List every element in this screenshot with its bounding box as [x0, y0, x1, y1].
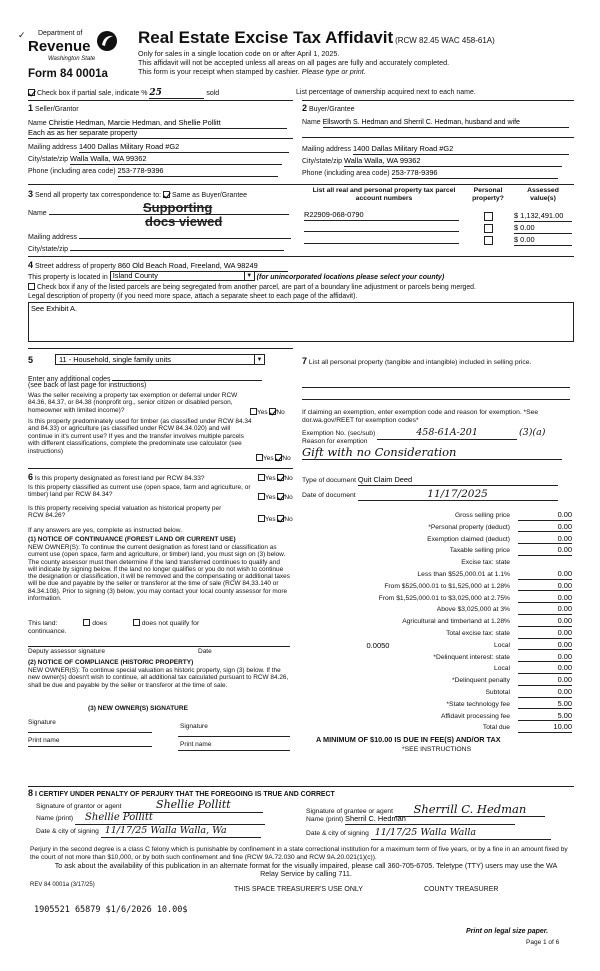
buyer-mail-label: Mailing address — [302, 146, 352, 153]
notice1-head: (1) NOTICE OF CONTINUANCE (FOREST LAND OR CURRENT USE) — [28, 536, 236, 543]
tax-row-label: Total due — [482, 724, 510, 732]
logo-name: Revenue — [28, 38, 91, 55]
section-5: 5 11 - Household, single family units ▼ Enter any additional codes (see back of last page for instructions) Was the seller receiving a property tax exemption or deferral under RCW 84.36, 84.37, or 84.38 (nonprofit org., senior citizen or disabled person, homeowner with limited income)? Yes No Is this property predominately used for timber (as classified under RCW 84.34 and 84.33) or agriculture (as classified under RCW 84.34.020) and will continue in it's current use? If yes and the transfer involves multiple parcels with different classifications, complete the predominate use calculator (see instructions) Yes No — [28, 348, 293, 466]
buyer-name-field[interactable]: Ellsworth S. Hedman and Sherril C. Hedman, husband and wife — [323, 119, 569, 128]
use-code-value: 11 - Household, single family units — [58, 355, 171, 364]
tax-row-value[interactable]: 0.00 — [518, 641, 572, 651]
cashier-receipt: 1905521 65879 $1/6/2026 10.00$ — [34, 905, 188, 915]
parcel-row-2[interactable] — [304, 223, 459, 232]
tax-row — [302, 722, 574, 734]
tax-row — [302, 510, 574, 522]
tax-row — [302, 593, 574, 605]
tax-row-value[interactable]: 0.00 — [518, 688, 572, 698]
tax-row — [302, 675, 574, 687]
tax-row-label: Gross selling price — [454, 512, 510, 519]
legal-description-field[interactable] — [28, 302, 574, 342]
use-code-select[interactable] — [55, 354, 265, 365]
sec3-name-label: Name — [28, 210, 47, 217]
seller-phone-field[interactable]: 253-778-9396 — [118, 167, 278, 177]
tax-row-label: From $525,000.01 to $1,525,000 at 1.28% — [384, 582, 510, 590]
seller-city-label: City/state/zip — [28, 156, 69, 163]
tax-row-value[interactable]: 0.00 — [518, 629, 572, 639]
tax-row — [302, 557, 574, 569]
tax-row-value[interactable]: 10.00 — [518, 723, 572, 733]
buyer-city-field[interactable]: Walla Walla, WA 99362 — [344, 157, 562, 167]
exempt-no-label: Exemption No. (sec/sub) — [302, 430, 376, 437]
does-not-label: does not qualify for — [141, 620, 200, 627]
deputy-label: Deputy assessor signature — [28, 648, 105, 655]
tax-row-value[interactable]: 0.00 — [518, 617, 572, 627]
grantee-sig-label: Signature of grantee or agent — [306, 808, 393, 815]
personal-prop-line-2[interactable] — [302, 394, 570, 400]
tax-row-value[interactable]: 5.00 — [518, 700, 572, 710]
section-6: 6 Is this property designated as forest land per RCW 84.33? Yes No Is this property classified as current use (open space, farm and agriculture, or timber) land per RCW 84.34? Yes No Is this property receiving special valuation as historical property per RCW 84.26? Yes No If any answers are yes, complete as instructed below. (1) NOTICE OF CONTINUANCE (FOREST LAND OR CURRENT USE) NEW OWNER(S): To continue the current designation as forest land or classification as current use (open space, farm and agriculture, or timber) land, you must sign on (3) below. The county assessor must then determine if the land transferred continues to qualify and will indicate by signing below. If the land no longer qualifies or you do not wish to continue the designation or classification, it will be removed and the compensating or additional taxes will be due and payable by the seller or transferor at the time of sale (RCW 84.33.140 or 84.34.108). Prior to signing (3) below, you may contact your local county assessor for more information. This land: does does not qualify for continuance. Deputy assessor signature Date (2) NOTICE OF COMPLIANCE (HISTORIC PROPERTY) NEW OWNER(S): To continue special valuation as historic property, sign (3) below. If the new owner(s) doesn't wish to continue, all additional tax calculated pursuant to RCW 84.26, shall be due and payable by the seller or transferor at the time of sale. (3) NEW OWNER(S) SIGNATURE Signature Signature Print name Print name — [28, 468, 293, 778]
tax-row-label: Above $3,025,000 at 3% — [436, 606, 510, 614]
grantor-date-label: Date & city of signing — [36, 828, 99, 835]
no-label: No — [284, 475, 293, 482]
grantor-name-label: Name (print) — [36, 815, 74, 822]
tax-row — [302, 640, 574, 652]
sec5-q2-no-checkbox[interactable] — [275, 454, 282, 461]
tax-row-label: Excise tax: state — [461, 559, 510, 567]
tax-row — [302, 616, 574, 628]
partial-sold-label: sold — [206, 90, 220, 97]
sec5-q2-yes-checkbox[interactable] — [256, 454, 263, 461]
perjury-notice: Perjury in the second degree is a class C felony which is punishable by confinement in a state correctional institution for a maximum term of five years, or by a fine in an amount fixed by the court of not more than $10,000, or by both such confinement and fine (RCW 9A.72.030 and RCW 9A.20.021(1)(c)). — [30, 846, 568, 861]
logo-state: Washington State — [48, 56, 96, 62]
alt-format-notice: To ask about the availability of this publication in an alternate format for the visually impaired, please call 360-705-6705. Teletype (TTY) users may use the WA Relay Service by calling 711. — [54, 861, 558, 879]
parcel-table — [304, 187, 574, 255]
parcel-row-3[interactable] — [304, 235, 459, 244]
doc-type-label: Type of document — [302, 477, 357, 484]
seller-city-field[interactable]: Walla Walla, WA 99362 — [70, 155, 282, 165]
page-number: Page 1 of 6 — [526, 939, 560, 946]
certify-label: I CERTIFY UNDER PENALTY OF PERJURY THAT THE FOREGOING IS TRUE AND CORRECT — [34, 791, 335, 798]
sec3-label: Send all property tax correspondence to: — [34, 192, 162, 199]
buyer-phone-field[interactable]: 253-778-9396 — [392, 169, 558, 179]
uninc-note: (for unincorporated locations please select your county) — [256, 274, 445, 281]
tax-row-value[interactable]: 0.00 — [518, 594, 572, 604]
sec5-q1: Was the seller receiving a property tax exemption or deferral under RCW 84.36, 84.37, or 84.38 (nonprofit org., senior citizen or disabled person, homeowner with limited income)? — [28, 392, 238, 414]
tax-row-value[interactable]: 0.00 — [518, 570, 572, 580]
new-owner-sig-head: (3) NEW OWNER(S) SIGNATURE — [88, 705, 188, 712]
grantor-name[interactable]: Shellie Pollitt — [75, 812, 265, 825]
no-label: No — [282, 455, 291, 462]
tax-row-label: From $1,525,000.01 to $3,025,000 at 2.75% — [378, 594, 510, 602]
no-label: No — [276, 409, 285, 416]
rev-number: REV 84 0001a (3/17/25) — [30, 882, 95, 888]
seller-phone-label: Phone (including area code) — [28, 168, 116, 175]
doc-date-row — [302, 488, 558, 501]
assessed-value-3[interactable]: $ 0.00 — [514, 236, 572, 246]
county-select[interactable] — [110, 271, 255, 281]
header-line-3a: This form is your receipt when stamped by cashier. — [138, 67, 300, 76]
tax-row-label: Local — [494, 665, 510, 673]
tax-row-label: Taxable selling price — [449, 547, 510, 555]
tax-row — [302, 522, 574, 534]
tax-row — [302, 581, 574, 593]
tax-row-label: *State technology fee — [446, 700, 510, 708]
ownership-note: List percentage of ownership acquired next to each name. — [296, 89, 476, 96]
form-id: Form 84 0001a — [28, 68, 108, 80]
located-label: This property is located in — [28, 274, 108, 281]
personal-prop-line-1[interactable] — [302, 382, 570, 388]
section-3: 3 Send all property tax correspondence to: Same as Buyer/Grantee Name Supporting docs viewed Mailing address City/state/zip List all real and personal property tax parcel account numbers Personal property? Assessed value(s) R22909-068-0790 $ 1,132,491.00 $ 0.00 $ 0.00 — [28, 184, 574, 256]
exempt-sub-value: (3)(a) — [518, 427, 546, 438]
doc-date-label: Date of document — [302, 492, 356, 499]
sec6-if-yes: If any answers are yes, complete as instructed below. — [28, 527, 182, 534]
tax-row — [302, 711, 574, 723]
tax-row — [302, 604, 574, 616]
tax-row — [302, 652, 574, 664]
doc-type-field[interactable]: Quit Claim Deed — [358, 476, 558, 486]
sec6-q2-yes-checkbox[interactable] — [258, 493, 265, 500]
legal-paper-note: Print on legal size paper. — [466, 928, 549, 935]
buyer-phone-label: Phone (including area code) — [302, 170, 390, 177]
sec3-city-field[interactable] — [70, 243, 284, 251]
tax-row-value[interactable]: 0.00 — [518, 511, 572, 521]
tax-row-label: Local — [494, 641, 510, 649]
assessed-value-2[interactable]: $ 0.00 — [514, 224, 572, 234]
personal-property-checkbox-3[interactable] — [484, 236, 493, 245]
sec3-mail-field[interactable] — [79, 231, 291, 239]
local-rate: 0.0050 — [366, 641, 390, 650]
section-2: 2 Buyer/Grantee Name Ellsworth S. Hedman and Sherril C. Hedman, husband and wife Mailing address 1400 Dallas Military Road #G2 City/state/zip Walla Walla, WA 99362 Phone (including area code) 253-778-9396 — [302, 100, 574, 180]
sec3-mail-label: Mailing address — [28, 234, 78, 241]
yes-label: Yes — [265, 494, 276, 501]
form-title — [138, 28, 495, 48]
sec6-q3-no-checkbox[interactable] — [277, 515, 284, 522]
signature-label-2: Signature — [180, 723, 208, 730]
grantee-name-label: Name (print) — [306, 816, 344, 823]
grantor-date-city[interactable]: 11/17/25 Walla Walla, Wa — [101, 826, 261, 838]
legal-label: Legal description of property (if you need more space, attach a separate sheet to each page of the affidavit). — [28, 293, 358, 300]
yes-label: Yes — [265, 475, 276, 482]
tax-row-label: Less than $525,000.01 at 1.1% — [417, 571, 510, 578]
sec5-q1-no-checkbox[interactable] — [269, 408, 276, 415]
tax-row — [302, 545, 574, 557]
tax-row-value[interactable]: 0.00 — [518, 676, 572, 686]
deputy-date-label: Date — [198, 648, 212, 655]
reason-field[interactable]: Gift with no Consideration — [302, 446, 562, 460]
signature-label-1: Signature — [28, 719, 56, 726]
grantee-signature[interactable]: Sherrill C. Hedman — [395, 803, 545, 817]
tax-row-value[interactable]: 0.00 — [518, 523, 572, 533]
tax-row-label: Agricultural and timberland at 1.28% — [402, 618, 510, 626]
stamp-line-2: docs viewed — [145, 214, 223, 230]
buyer-name-label: Name — [302, 119, 321, 126]
county-treasurer: COUNTY TREASURER — [424, 886, 499, 893]
new-owner-signature-1[interactable] — [28, 729, 152, 733]
notice1-body: NEW OWNER(S): To continue the current designation as forest land or classification as current use (open space, farm and agriculture, or timber) land, you must sign on (3) below. The county assessor must then determine if the land transferred continues to qualify and will indicate by signing below. If the land no longer qualifies or you do not wish to continue the designation or classification, it will be removed and the compensating or additional taxes will be due and payable by the seller or transferor at the time of sale (RCW 84.33.140 or 84.34.108). Prior to signing (3) below, you may contact your local county assessor for more information. — [28, 544, 290, 602]
buyer-city-label: City/state/zip — [302, 158, 343, 165]
seller-name-field-2[interactable]: Each as as her separate property — [28, 129, 293, 139]
continuance-label: continuance. — [28, 628, 67, 635]
same-as-buyer-checkbox[interactable] — [163, 191, 170, 198]
tax-row-label: Exemption claimed (deduct) — [427, 535, 510, 543]
print-name-label-1: Print name — [28, 737, 60, 744]
street-label: Street address of property — [34, 263, 116, 270]
tax-row-value[interactable]: 0.00 — [518, 535, 572, 545]
header-line-3b: Please type or print. — [301, 67, 366, 76]
assessed-col-head: Assessed value(s) — [527, 187, 559, 202]
tax-row-label: *Delinquent penalty — [452, 677, 510, 685]
buyer-heading: Buyer/Grantee — [308, 106, 355, 113]
left-margin-marks: ✓ — [18, 30, 26, 40]
sec6-q2: Is this property classified as current use (open space, farm and agriculture, or timber) land per RCW 84.34? — [28, 484, 251, 499]
tax-row — [302, 569, 574, 581]
stamp-line-1: Supporting — [143, 200, 213, 215]
see-instructions: *SEE INSTRUCTIONS — [402, 746, 472, 753]
personal-property-checkbox-2[interactable] — [484, 224, 493, 233]
tax-row-value[interactable]: 0.00 — [518, 605, 572, 615]
sec3-city-label: City/state/zip — [28, 246, 69, 253]
grantee-date-label: Date & city of signing — [306, 830, 369, 837]
tax-row-label: *Delinquent interest: state — [433, 653, 510, 661]
section-1: 1 Seller/Grantor Name Christie Hedman, Marcie Hedman, and Shellie Pollitt Each as as her separate property Mailing address 1400 Dallas Military Road #G2 City/state/zip Walla Walla, WA 99362 Phone (including area code) 253-778-9396 — [28, 100, 293, 180]
treasurer-use-only: THIS SPACE TREASURER'S USE ONLY — [234, 886, 363, 893]
buyer-name-field-2[interactable] — [302, 129, 574, 138]
addl-codes-note: (see back of last page for instructions) — [28, 382, 147, 389]
sec6-q1-no-checkbox[interactable] — [277, 474, 284, 481]
buyer-mail-field[interactable]: 1400 Dallas Military Road #G2 — [353, 145, 569, 155]
seller-name-label: Name — [28, 120, 47, 127]
logo-dept: Department of — [38, 30, 83, 37]
does-not-checkbox[interactable] — [133, 619, 140, 626]
yes-label: Yes — [265, 516, 276, 523]
personal-col-head: Personal property? — [472, 187, 504, 202]
this-land-label: This land: — [28, 620, 58, 627]
notice2-body: NEW OWNER(S): To continue special valuation as historic property, sign (3) below. If the new owner(s) doesn't wish to continue, all additional tax calculated pursuant to RCW 84.26, shall be due and payable by the seller or transferor at the time of sale. — [28, 667, 289, 689]
tax-row-label: Subtotal — [485, 689, 510, 696]
county-value: Island County — [112, 271, 158, 280]
sec5-q2: Is this property predominately used for timber (as classified under RCW 84.34 and 84.33) or agriculture (as classified under RCW 84.34.020) and will continue in it's current use? If yes and the transfer involves multiple parcels with different classifications, complete the predominate use calculator (see instructions) — [28, 418, 252, 455]
sec6-q2-no-checkbox[interactable] — [277, 493, 284, 500]
revenue-swirl-icon — [96, 30, 118, 52]
print-name-label-2: Print name — [180, 741, 212, 748]
sec6-q1: Is this property designated as forest land per RCW 84.33? — [34, 475, 205, 482]
new-owner-print-1[interactable] — [28, 745, 152, 747]
new-owner-print-2[interactable] — [178, 749, 290, 751]
parcel-col-head: List all real and personal property tax parcel account numbers — [312, 187, 456, 202]
title-text: Real Estate Excise Tax Affidavit — [138, 28, 394, 47]
header-line-2: This affidavit will not be accepted unless all areas on all pages are fully and accurately completed. — [138, 58, 450, 67]
supporting-stamp — [143, 201, 222, 230]
legal-description-value: See Exhibit A. — [31, 304, 78, 313]
grantee-name[interactable]: Sherril C. Hedman — [345, 815, 515, 825]
sec6-q3: Is this property receiving special valuation as historical property per RCW 84.26? — [28, 505, 222, 520]
parcel-row-1[interactable]: R22909-068-0790 — [304, 211, 459, 221]
seller-mail-label: Mailing address — [28, 144, 78, 151]
deputy-signature-field[interactable] — [28, 639, 290, 647]
tax-row — [302, 534, 574, 546]
seller-heading: Seller/Grantor — [34, 106, 79, 113]
exempt-no-field[interactable]: 458-61A-201 — [377, 428, 517, 440]
partial-sale-value[interactable]: 25 — [149, 88, 204, 99]
personal-property-checkbox-1[interactable] — [484, 212, 493, 221]
no-label: No — [284, 494, 293, 501]
exempt-label: If claiming an exemption, enter exemption code and reason for exemption. *See dor.wa.gov/REET for exemption codes* — [302, 409, 539, 424]
segregated-label: Check box if any of the listed parcels are being segregated from another parcel, are part of a boundary line adjustment or parcels being merged. — [36, 284, 476, 291]
section-8: 8 I CERTIFY UNDER PENALTY OF PERJURY THAT THE FOREGOING IS TRUE AND CORRECT Signature of grantor or agent Shellie Pollitt Name (print) Shellie Pollitt Date & city of signing 11/17/25 Walla Walla, Wa Signature of grantee or agent Sherrill C. Hedman Name (print) Sherril C. Hedman Date & city of signing 11/17/25 Walla Walla — [28, 786, 574, 844]
notice2-head: (2) NOTICE OF COMPLIANCE (HISTORIC PROPERTY) — [28, 659, 194, 666]
partial-sale-checkbox[interactable] — [28, 89, 35, 96]
grantor-signature[interactable]: Shellie Pollitt — [123, 799, 263, 813]
header-line-3 — [138, 68, 366, 76]
grantor-sig-label: Signature of grantor or agent — [36, 803, 122, 810]
tax-row-value[interactable]: 0.00 — [518, 546, 572, 556]
tax-row — [302, 687, 574, 699]
does-label: does — [92, 620, 107, 627]
partial-sale-label: Check box if partial sale, indicate % — [36, 90, 148, 97]
header-line-1: Only for sales in a single location code on or after April 1, 2025. — [138, 49, 340, 58]
seller-name-field[interactable]: Christie Hedman, Marcie Hedman, and Shellie Pollitt — [49, 119, 287, 129]
tax-row — [302, 628, 574, 640]
tax-row — [302, 699, 574, 711]
tax-row-label: Total excise tax: state — [446, 630, 510, 637]
tax-row-value[interactable]: 0.00 — [518, 653, 572, 663]
chevron-down-icon[interactable]: ▼ — [254, 355, 264, 365]
sec6-q3-yes-checkbox[interactable] — [258, 515, 265, 522]
grantee-date-city[interactable]: 11/17/25 Walla Walla — [371, 828, 551, 840]
assessed-value-1[interactable]: $ 1,132,491.00 — [514, 212, 572, 222]
tax-row — [302, 663, 574, 675]
does-checkbox[interactable] — [83, 619, 90, 626]
addl-codes-label: Enter any additional codes — [28, 376, 111, 383]
chevron-down-icon[interactable]: ▼ — [244, 272, 254, 281]
seller-mail-field[interactable]: 1400 Dallas Military Road #G2 — [79, 143, 289, 153]
sec5-q1-yes-checkbox[interactable] — [250, 408, 257, 415]
new-owner-signature-2[interactable] — [178, 733, 290, 737]
sec6-q1-yes-checkbox[interactable] — [258, 474, 265, 481]
yes-label: Yes — [263, 455, 274, 462]
tax-row-value[interactable]: 0.00 — [518, 582, 572, 592]
tax-row-value[interactable]: 5.00 — [518, 712, 572, 722]
doc-type-row — [302, 476, 558, 486]
no-label: No — [284, 516, 293, 523]
partial-sale — [28, 88, 219, 99]
section-4: 4 Street address of property 860 Old Beach Road, Freeland, WA 98249 This property is located in Island County ▼ (for unincorporated locations please select your county) Check box if any of the listed parcels are being segregated from another parcel, are part of a boundary line adjustment or parcels being merged. Legal description of property (if you need more space, attach a separate sheet to each page of the affidavit). See Exhibit A. — [28, 256, 574, 344]
tax-row-value[interactable]: 0.00 — [518, 664, 572, 674]
personal-prop-label: List all personal property (tangible and intangible) included in selling price. — [308, 359, 532, 366]
section-7: 7 List all personal property (tangible and intangible) included in selling price. If claiming an exemption, enter exemption code and reason for exemption. *See dor.wa.gov/REET for exemption codes* Exemption No. (sec/sub) 458-61A-201 (3)(a) Reason for exemption Gift with no Consideration — [302, 348, 574, 468]
reason-label: Reason for exemption — [302, 438, 368, 445]
doc-date-field[interactable]: 11/17/2025 — [358, 488, 558, 501]
street-field[interactable]: 860 Old Beach Road, Freeland, WA 98249 — [118, 262, 288, 272]
addl-codes-field[interactable] — [112, 373, 262, 381]
tax-row-label: *Personal property (deduct) — [428, 523, 510, 531]
yes-label: Yes — [257, 409, 268, 416]
minimum-note: A MINIMUM OF $10.00 IS DUE IN FEE(S) AND/OR TAX — [316, 735, 501, 744]
title-ref: (RCW 82.45 WAC 458-61A) — [395, 36, 495, 45]
segregated-checkbox[interactable] — [28, 283, 35, 290]
same-as-buyer-label: Same as Buyer/Grantee — [171, 192, 248, 199]
tax-table — [302, 510, 574, 753]
tax-row-label: Affidavit processing fee — [440, 712, 510, 720]
